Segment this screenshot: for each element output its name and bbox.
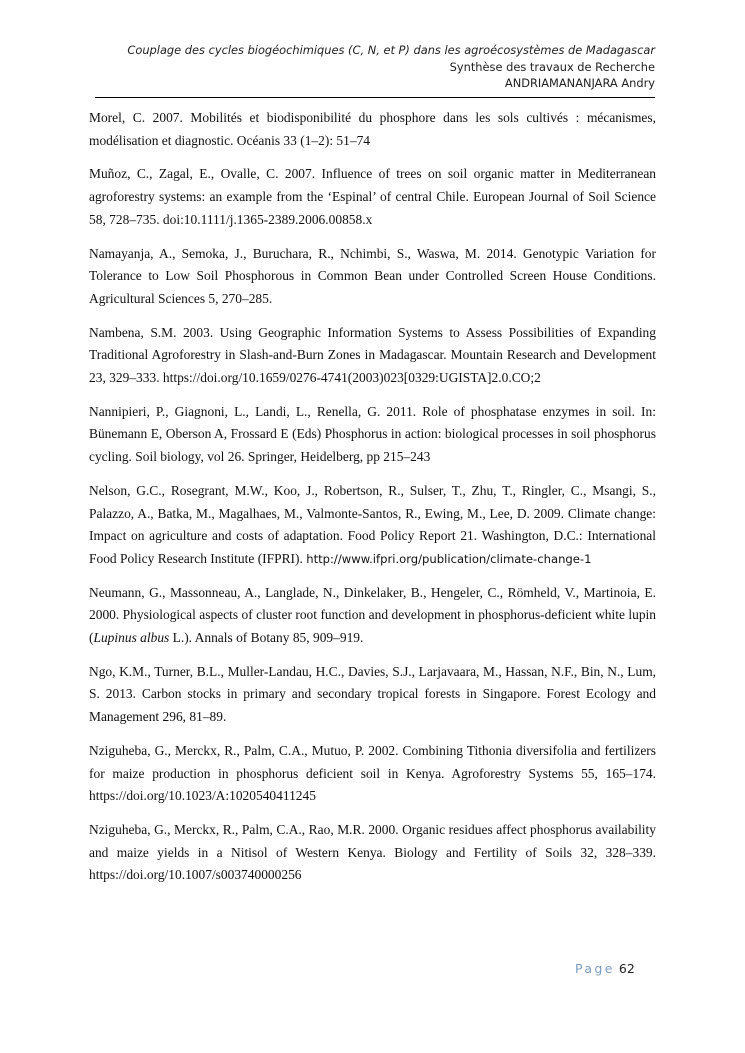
reference-entry: Namayanja, A., Semoka, J., Buruchara, R., Nchimbi, S., Waswa, M. 2014. Genotypic Variation for Tolerance to Low Soil Phosphorous in Common Bean under Controlled Screen House Conditions. Agricultural Sciences 5, 270–285. (89, 245, 656, 306)
reference-entry: Ngo, K.M., Turner, B.L., Muller-Landau, H.C., Davies, S.J., Larjavaara, M., Hassan, N.F., Bin, N., Lum, S. 2013. Carbon stocks in primary and secondary tropical forests in Singapore. Forest Ecology and Management 296, 81–89. (89, 663, 656, 725)
reference-entry (89, 582, 656, 650)
document-author: ANDRIAMANANJARA Andry (504, 76, 655, 90)
reference-link[interactable]: http://www.ifpri.org/publication/climate-change-1 (306, 551, 592, 566)
species-name: Lupinus albus (93, 630, 170, 646)
document-subtitle: Synthèse des travaux de Recherche (449, 60, 655, 74)
page-header (95, 42, 655, 91)
reference-entry: Muñoz, C., Zagal, E., Ovalle, C. 2007. Influence of trees on soil organic matter in Mediterranean agroforestry systems: an example from the ‘Espinal’ of central Chile. European Journal of Soil Science 58, 728–735. doi:10.1111/j.1365-2389.2006.00858.x (89, 166, 656, 227)
reference-text: Neumann, G., Massonneau, A., Langlade, N., Dinkelaker, B., Hengeler, C., Römheld, V., Martinoia, E. 2000. Physiological aspects of cluster root function and development in phosphorus-deficient white lupin ( (89, 584, 656, 646)
reference-list (89, 107, 656, 898)
reference-entry: Nziguheba, G., Merckx, R., Palm, C.A., Rao, M.R. 2000. Organic residues affect phosphorus availability and maize yields in a Nitisol of Western Kenya. Biology and Fertility of Soils 32, 328–339. https://doi.org/10.1007/s003740000256 (89, 821, 656, 883)
reference-entry: Morel, C. 2007. Mobilités et biodisponibilité du phosphore dans les sols cultivés : mécanismes, modélisation et diagnostic. Océanis 33 (1–2): 51–74 (89, 110, 656, 148)
reference-entry: Nannipieri, P., Giagnoni, L., Landi, L., Renella, G. 2011. Role of phosphatase enzymes in soil. In: Bünemann E, Oberson A, Frossard E (Eds) Phosphorus in action: biological processes in soil phosphorus cycling. Soil biology, vol 26. Springer, Heidelberg, pp 215–243 (89, 403, 656, 465)
page-number: 62 (618, 961, 635, 976)
reference-entry (89, 480, 656, 571)
page-label: Page (575, 961, 615, 976)
reference-text: Nelson, G.C., Rosegrant, M.W., Koo, J., Robertson, R., Sulser, T., Zhu, T., Ringler, C., Msangi, S., Palazzo, A., Batka, M., Magalhaes, M., Valmonte-Santos, R., Ewing, M., Lee, D. 2009. Climate change: Impact on agriculture and costs of adaptation. Food Policy Report 21. Washington, D.C.: International Food Policy Research Institute (IFPRI). (89, 482, 656, 566)
document-title: Couplage des cycles biogéochimiques (C, N, et P) dans les agroécosystèmes de Madagascar (127, 43, 655, 57)
page-footer (575, 961, 635, 976)
reference-entry: Nambena, S.M. 2003. Using Geographic Information Systems to Assess Possibilities of Expanding Traditional Agroforestry in Slash-and-Burn Zones in Madagascar. Mountain Research and Development 23, 329–333. https://doi.org/10.1659/0276-4741(2003)023[0329:UGISTA]2.0.CO;2 (89, 324, 656, 386)
header-rule (95, 97, 655, 98)
reference-entry: Nziguheba, G., Merckx, R., Palm, C.A., Mutuo, P. 2002. Combining Tithonia diversifolia and fertilizers for maize production in phosphorus deficient soil in Kenya. Agroforestry Systems 55, 165–174. https://doi.org/10.1023/A:1020540411245 (89, 742, 656, 804)
reference-text: L.). Annals of Botany 85, 909–919. (169, 630, 364, 646)
